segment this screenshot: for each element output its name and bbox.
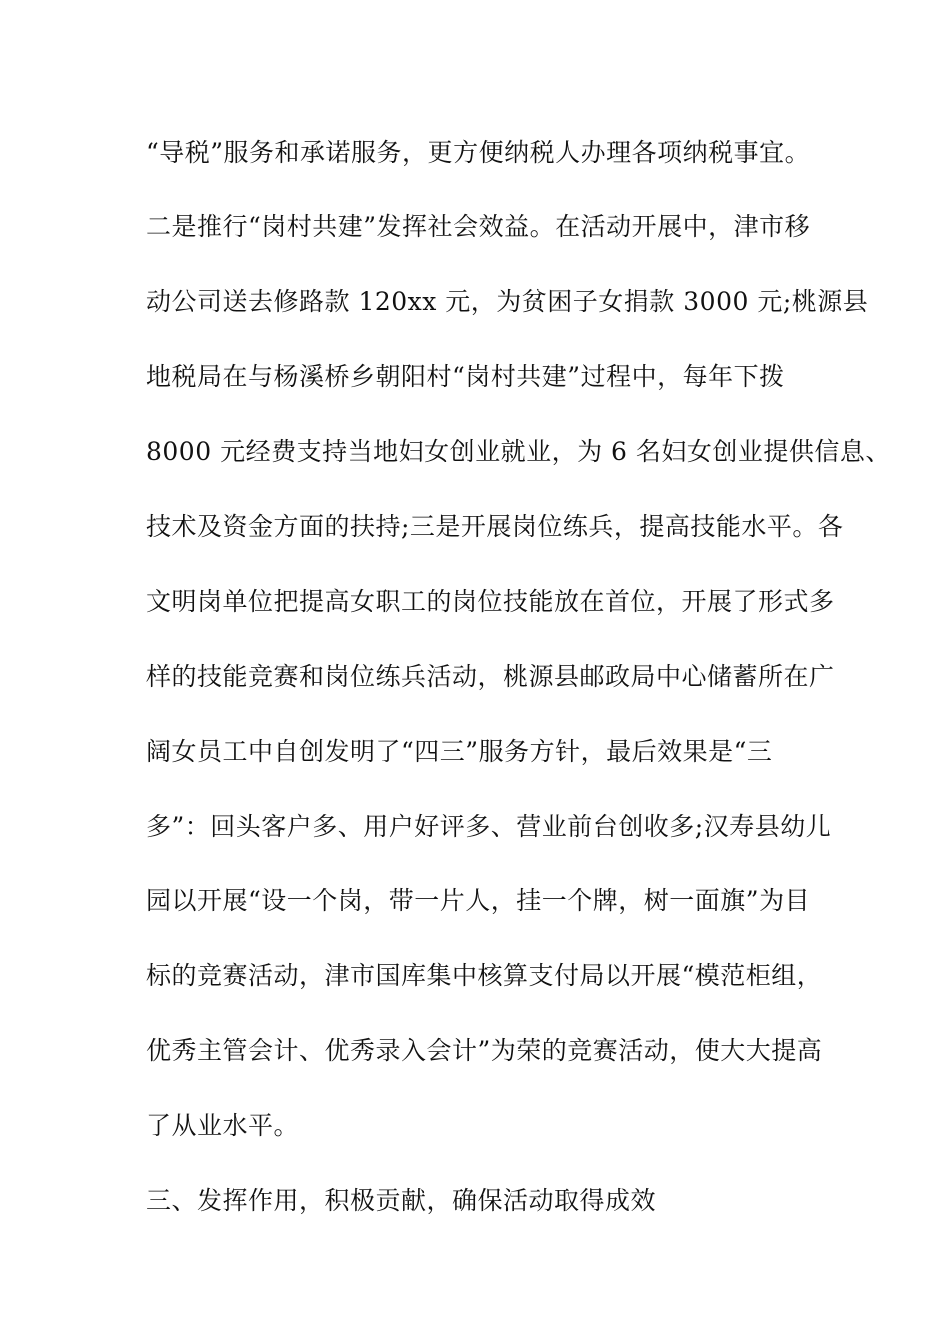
paragraph-line: 标的竞赛活动，津市国库集中核算支付局以开展“模范柜组， — [146, 961, 823, 990]
paragraph-line: 文明岗单位把提高女职工的岗位技能放在首位，开展了形式多 — [146, 587, 835, 616]
paragraph-line: 二是推行“岗村共建”发挥社会效益。在活动开展中，津市移 — [146, 212, 811, 241]
paragraph-line: 了从业水平。 — [146, 1111, 300, 1140]
paragraph-line: 样的技能竞赛和岗位练兵活动，桃源县邮政局中心储蓄所在广 — [146, 662, 835, 691]
paragraph-line: 技术及资金方面的扶持;三是开展岗位练兵，提高技能水平。各 — [146, 512, 844, 541]
paragraph-line: 阔女员工中自创发明了“四三”服务方针，最后效果是“三 — [146, 737, 773, 766]
paragraph-line: 地税局在与杨溪桥乡朝阳村“岗村共建”过程中，每年下拨 — [146, 362, 785, 391]
paragraph-line: 动公司送去修路款 120xx 元，为贫困子女捐款 3000 元;桃源县 — [146, 287, 869, 316]
paragraph-line: 园以开展“设一个岗，带一片人，挂一个牌，树一面旗”为目 — [146, 886, 811, 915]
paragraph-line: 优秀主管会计、优秀录入会计”为荣的竞赛活动，使大大提高 — [146, 1036, 823, 1065]
paragraph-line: 多”：回头客户多、用户好评多、营业前台创收多;汉寿县幼儿 — [146, 812, 832, 841]
paragraph-line: 8000 元经费支持当地妇女创业就业，为 6 名妇女创业提供信息、 — [146, 437, 891, 466]
paragraph-line: “导税”服务和承诺服务，更方便纳税人办理各项纳税事宜。 — [146, 138, 811, 167]
section-heading: 三、发挥作用，积极贡献，确保活动取得成效 — [146, 1186, 657, 1215]
